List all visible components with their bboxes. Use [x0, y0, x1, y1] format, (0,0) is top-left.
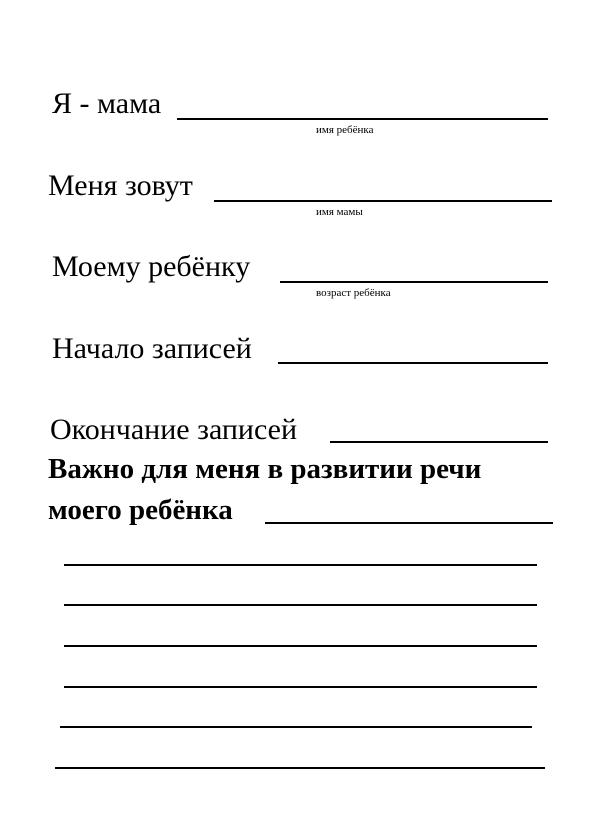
writing-line[interactable] — [64, 564, 537, 566]
mom-hint: имя ребёнка — [316, 124, 374, 136]
name-fill-line[interactable] — [214, 200, 552, 202]
writing-line[interactable] — [64, 686, 537, 688]
important-heading-line2: моего ребёнка — [48, 494, 233, 526]
writing-line[interactable] — [64, 645, 537, 647]
writing-line[interactable] — [55, 767, 545, 769]
important-fill-line[interactable] — [265, 522, 553, 524]
name-hint: имя мамы — [316, 206, 363, 218]
child-age-fill-line[interactable] — [280, 281, 548, 283]
writing-line[interactable] — [60, 726, 532, 728]
important-heading-line1: Важно для меня в развитии речи — [48, 453, 482, 485]
name-label: Меня зовут — [48, 169, 193, 202]
mom-label: Я - мама — [52, 87, 162, 120]
start-label: Начало записей — [52, 332, 252, 365]
mom-fill-line[interactable] — [177, 118, 548, 120]
end-label: Окончание записей — [50, 413, 298, 446]
child-age-label: Моему ребёнку — [52, 250, 251, 283]
end-fill-line[interactable] — [330, 441, 548, 443]
child-age-hint: возраст ребёнка — [316, 287, 391, 299]
writing-line[interactable] — [64, 604, 537, 606]
start-fill-line[interactable] — [278, 362, 548, 364]
